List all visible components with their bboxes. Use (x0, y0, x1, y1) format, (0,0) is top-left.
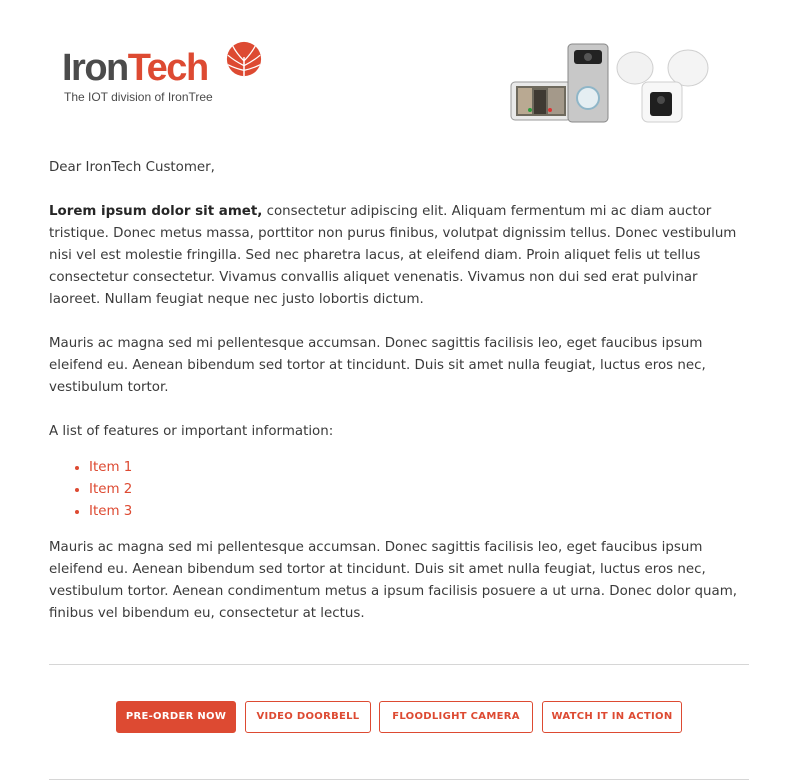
list-item (89, 457, 751, 479)
cta-buttons (0, 701, 798, 735)
paragraph-1-bold: Lorem ipsum dolor sit amet, (49, 204, 263, 219)
paragraph-3: Mauris ac magna sed mi pellentesque accumsan. Donec sagittis facilisis leo, eget faucibus ipsum eleifend eu. Aenean bibendum sed tortor at tincidunt. Duis sit amet nulla feugiat, luctus eros nec, vestibulum tortor. Aenean condimentum metus a ipsum facilisis posuere a ut urna. Donec dolor quam, finibus vel bibendum eu, consectetur at lectus. (49, 540, 737, 621)
list-item-link[interactable]: Item 1 (89, 460, 133, 475)
list-item-link[interactable]: Item 2 (89, 482, 133, 497)
doorbell-and-floodlight-camera-image (510, 42, 712, 126)
paragraph-2: Mauris ac magna sed mi pellentesque accumsan. Donec sagittis facilisis leo, eget faucibus ipsum eleifend eu. Aenean bibendum sed tortor at tincidunt. Duis sit amet nulla feugiat, luctus eros nec, vestibulum tortor. (49, 336, 706, 395)
video-doorbell-button[interactable]: VIDEO DOORBELL (245, 701, 371, 733)
pre-order-button[interactable]: PRE-ORDER NOW (116, 701, 236, 733)
list-item (89, 501, 751, 523)
list-item (89, 479, 751, 501)
greeting: Dear IronTech Customer, (49, 160, 215, 175)
watch-it-in-action-button[interactable]: WATCH IT IN ACTION (542, 701, 682, 733)
divider-top (49, 664, 749, 665)
logo-tagline: The IOT division of IronTree (64, 90, 213, 104)
paragraph-1 (49, 201, 751, 311)
features-list (49, 457, 751, 523)
email-body (49, 157, 751, 647)
logo-wordmark: IronTech (62, 47, 208, 89)
leaf-icon (225, 40, 263, 78)
floodlight-camera-button[interactable]: FLOODLIGHT CAMERA (379, 701, 533, 733)
list-item-link[interactable]: Item 3 (89, 504, 133, 519)
irontech-logo[interactable] (62, 40, 272, 106)
list-intro: A list of features or important information: (49, 424, 334, 439)
paragraph-1-text: consectetur adipiscing elit. Aliquam fermentum mi ac diam auctor tristique. Donec metus massa, porttitor non purus finibus, volutpat dignissim tellus. Donec vestibulum nisi vel est molestie fringilla. Sed nec pharetra lacus, at eleifend diam. Proin aliquet felis ut tellus consectetur consectetur. Vivamus convallis aliquet venenatis. Vivamus non dui sed erat pulvinar laoreet. Nullam feugiat neque nec justo lobortis dictum. (49, 204, 737, 307)
